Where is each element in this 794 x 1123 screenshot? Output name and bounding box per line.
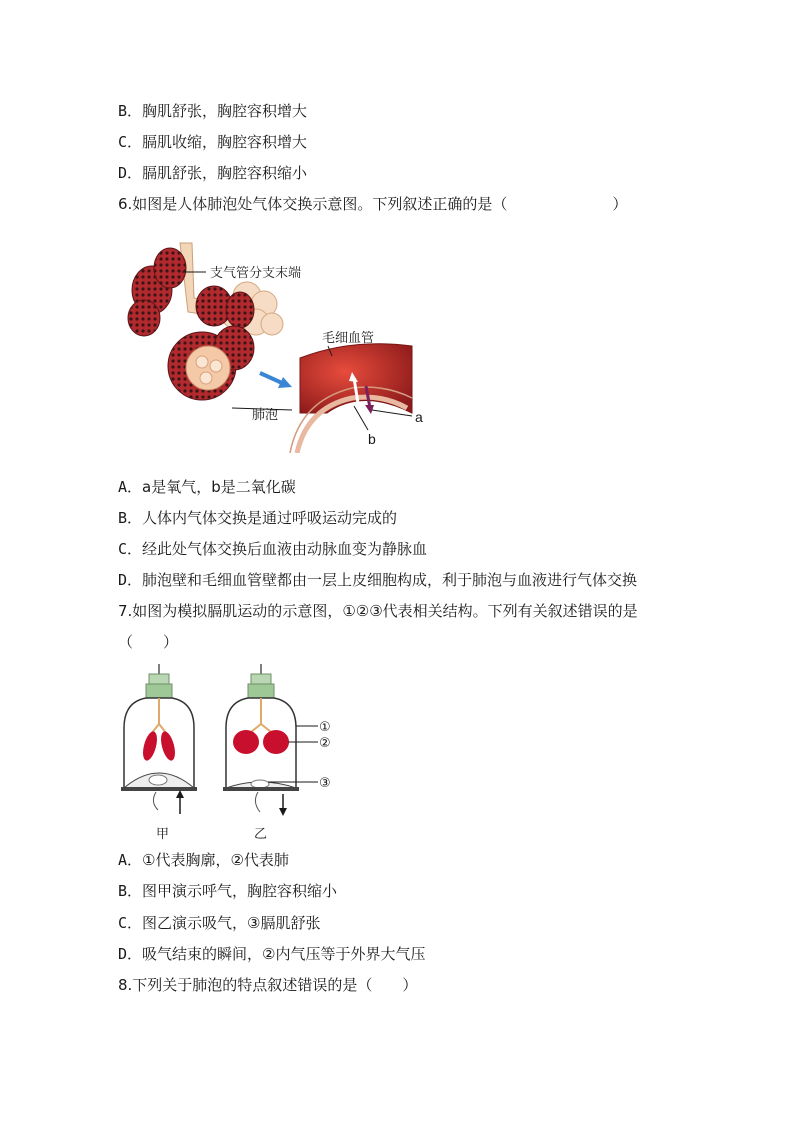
option-text: 膈肌收缩，胸腔容积增大 (142, 133, 308, 151)
option-text: 人体内气体交换是通过呼吸运动完成的 (142, 509, 398, 527)
bell-jar-jia (121, 664, 197, 814)
option-letter: A． (118, 851, 143, 869)
option-text: 吸气结束的瞬间，②内气压等于外界大气压 (142, 945, 426, 963)
alveolus-gas-exchange-figure (122, 238, 427, 453)
label-capillary: 毛细血管 (322, 331, 375, 346)
option-text: 胸肌舒张，胸腔容积增大 (142, 102, 308, 120)
option-text: 经此处气体交换后血液由动脉血变为静脉血 (142, 540, 428, 558)
q7-stem-line2: （ ） (118, 633, 179, 651)
option-letter: C． (118, 540, 143, 558)
q7-option-a (118, 850, 289, 870)
option-text: 图乙演示吸气，③膈肌舒张 (142, 914, 321, 932)
option-text: a是氧气，b是二氧化碳 (142, 478, 296, 496)
option-letter: D． (118, 571, 143, 589)
option-text: 图甲演示呼气，胸腔容积缩小 (142, 882, 338, 900)
option-letter: B． (118, 882, 143, 900)
label-alveolus: 肺泡 (252, 408, 279, 423)
magnify-arrow-icon (260, 373, 282, 383)
label-n1: ① (319, 720, 331, 735)
label-b: b (368, 431, 376, 447)
bell-jar-yi (223, 664, 299, 816)
q5-option-c (118, 132, 307, 152)
label-yi: 乙 (254, 827, 268, 842)
option-letter: A． (118, 478, 143, 496)
option-text: 肺泡壁和毛细血管壁都由一层上皮细胞构成，利于肺泡与血液进行气体交换 (142, 571, 638, 589)
q5-option-d (118, 163, 307, 183)
open-alveolus (186, 346, 230, 390)
q7-option-b (118, 881, 337, 901)
q6-option-c (118, 539, 427, 559)
label-a: a (415, 409, 423, 425)
option-letter: B． (118, 509, 143, 527)
q7-option-c (118, 913, 320, 933)
diaphragm-model-figure (118, 662, 348, 842)
q6-option-d (118, 570, 637, 590)
q6-stem: 6.如图是人体肺泡处气体交换示意图。下列叙述正确的是（ ） (118, 195, 628, 213)
option-text: ①代表胸廓，②代表肺 (142, 851, 289, 869)
option-letter: B． (118, 102, 143, 120)
option-letter: C． (118, 133, 143, 151)
q6-option-a (118, 477, 296, 497)
label-n3: ③ (319, 776, 331, 791)
q7-stem-line1: 7.如图为模拟膈肌运动的示意图，①②③代表相关结构。下列有关叙述错误的是 (118, 602, 638, 620)
q5-option-b (118, 101, 307, 121)
q8-stem: 8.下列关于肺泡的特点叙述错误的是（ ） (118, 976, 418, 994)
label-bronchiole: 支气管分支末端 (210, 266, 302, 281)
magnified-capillary (290, 344, 412, 453)
label-jia: 甲 (156, 827, 170, 842)
q6-option-b (118, 508, 397, 528)
label-n2: ② (319, 736, 331, 751)
option-letter: D． (118, 164, 143, 182)
option-letter: C． (118, 914, 143, 932)
option-letter: D． (118, 945, 143, 963)
option-text: 膈肌舒张，胸腔容积缩小 (142, 164, 308, 182)
q7-option-d (118, 944, 425, 964)
